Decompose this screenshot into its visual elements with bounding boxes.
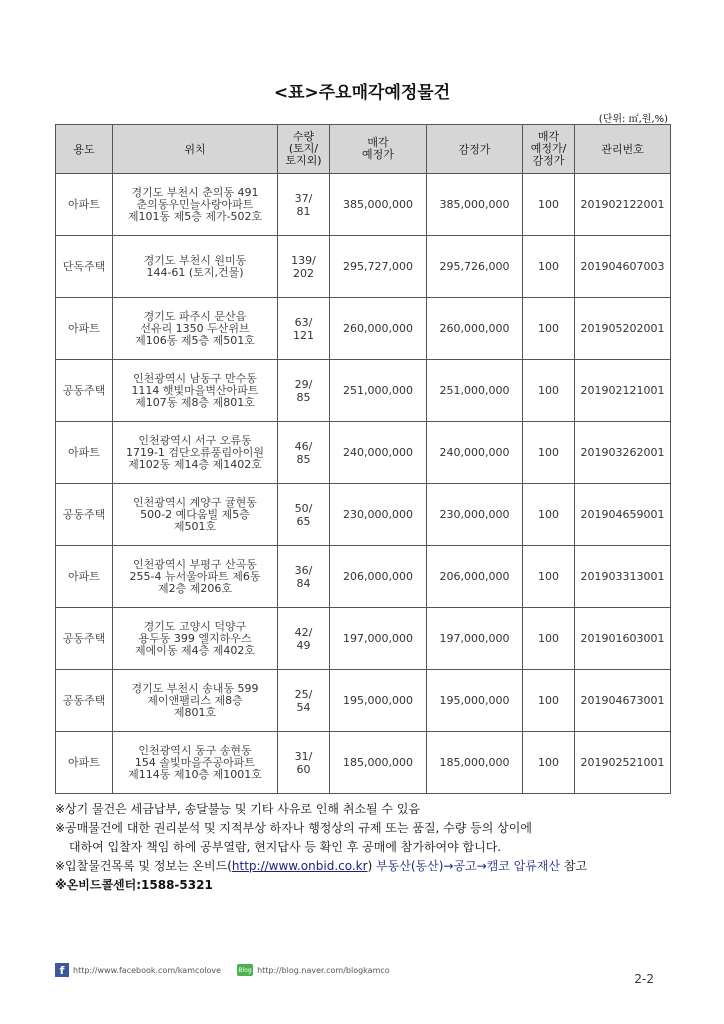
cell-use: 아파트	[56, 298, 113, 360]
table-row	[56, 236, 671, 298]
cell-sale-price: 251,000,000	[330, 360, 427, 422]
cell-use: 공동주택	[56, 670, 113, 732]
table-header-row	[56, 125, 671, 174]
page-title: <표>주요매각예정물건	[273, 83, 451, 103]
cell-ratio: 100	[523, 608, 575, 670]
cell-use: 아파트	[56, 422, 113, 484]
cell-sale-price: 206,000,000	[330, 546, 427, 608]
cell-ratio: 100	[523, 732, 575, 794]
cell-ratio: 100	[523, 484, 575, 546]
note-cancel: ※상기 물건은 세금납부, 송달불능 및 기타 사유로 인해 취소될 수 있음	[55, 802, 421, 816]
header-use: 용도	[56, 125, 113, 174]
note-responsibility-cont: 대하여 입찰자 책임 하에 공부열람, 현지답사 등 확인 후 공매에 참가하여야 합니다.	[69, 840, 502, 854]
header-quantity: 수량 (토지/ 토지외)	[278, 125, 330, 174]
cell-sale-price: 260,000,000	[330, 298, 427, 360]
notes	[55, 800, 695, 895]
cell-quantity: 50/ 65	[278, 484, 330, 546]
cell-location: 경기도 부천시 원미동 144-61 (토지,건물)	[113, 236, 278, 298]
cell-mgmt-no: 201904607003	[575, 236, 671, 298]
cell-appraisal: 295,726,000	[427, 236, 523, 298]
table-row	[56, 546, 671, 608]
header-ratio: 매각 예정가/ 감정가	[523, 125, 575, 174]
table-row	[56, 608, 671, 670]
note-onbid-suffix: 참고	[560, 859, 588, 873]
cell-appraisal: 185,000,000	[427, 732, 523, 794]
cell-quantity: 29/ 85	[278, 360, 330, 422]
table-row	[56, 298, 671, 360]
cell-quantity: 25/ 54	[278, 670, 330, 732]
cell-mgmt-no: 201902121001	[575, 360, 671, 422]
callcenter-text: ※온비드콜센터:1588-5321	[55, 878, 213, 892]
cell-location: 인천광역시 서구 오류동 1719-1 검단오류풍림아이원 제102동 제14층 제1402호	[113, 422, 278, 484]
cell-use: 공동주택	[56, 608, 113, 670]
cell-ratio: 100	[523, 546, 575, 608]
cell-location: 인천광역시 계양구 귤현동 500-2 예다움빌 제5층 제501호	[113, 484, 278, 546]
cell-mgmt-no: 201905202001	[575, 298, 671, 360]
cell-use: 단독주택	[56, 236, 113, 298]
cell-location: 경기도 부천시 춘의동 491 춘의동우민늘사랑아파트 제101동 제5층 제가-502호	[113, 174, 278, 236]
cell-sale-price: 185,000,000	[330, 732, 427, 794]
table-row	[56, 732, 671, 794]
cell-ratio: 100	[523, 236, 575, 298]
cell-quantity: 139/ 202	[278, 236, 330, 298]
cell-sale-price: 195,000,000	[330, 670, 427, 732]
table-row	[56, 422, 671, 484]
cell-location: 인천광역시 동구 송현동 154 솔빛마을주공아파트 제114동 제10층 제1001호	[113, 732, 278, 794]
cell-location: 경기도 고양시 덕양구 용두동 399 엘지하우스 제에이동 제4층 제402호	[113, 608, 278, 670]
onbid-link[interactable]: http://www.onbid.co.kr	[231, 859, 368, 873]
cell-appraisal: 240,000,000	[427, 422, 523, 484]
cell-use: 공동주택	[56, 484, 113, 546]
cell-appraisal: 197,000,000	[427, 608, 523, 670]
cell-location: 인천광역시 남동구 만수동 1114 햇빛마을벽산아파트 제107동 제8층 제801호	[113, 360, 278, 422]
cell-quantity: 63/ 121	[278, 298, 330, 360]
footer	[55, 963, 390, 977]
unit-label: (단위: ㎡,원,%)	[598, 114, 668, 125]
note-onbid-path: 부동산(동산)→공고→캠코 압류재산	[376, 859, 561, 873]
note-onbid	[55, 857, 695, 876]
blog-icon: Blog	[237, 964, 253, 976]
table-row	[56, 670, 671, 732]
cell-use: 아파트	[56, 546, 113, 608]
note-callcenter	[55, 876, 695, 895]
note-onbid-mid: )	[367, 859, 377, 873]
cell-appraisal: 260,000,000	[427, 298, 523, 360]
property-table	[55, 124, 671, 794]
cell-sale-price: 240,000,000	[330, 422, 427, 484]
cell-location: 인천광역시 부평구 산곡동 255-4 뉴서울아파트 제6동 제2층 제206호	[113, 546, 278, 608]
header-location: 위치	[113, 125, 278, 174]
table-row	[56, 360, 671, 422]
note-responsibility: ※공매물건에 대한 권리분석 및 지적부상 하자나 행정상의 규제 또는 품질, 수량 등의 상이에	[55, 821, 532, 835]
cell-sale-price: 385,000,000	[330, 174, 427, 236]
cell-ratio: 100	[523, 174, 575, 236]
table-row	[56, 484, 671, 546]
cell-quantity: 36/ 84	[278, 546, 330, 608]
cell-sale-price: 230,000,000	[330, 484, 427, 546]
cell-appraisal: 230,000,000	[427, 484, 523, 546]
cell-ratio: 100	[523, 422, 575, 484]
note-onbid-prefix: ※입찰물건목록 및 정보는 온비드(	[55, 859, 232, 873]
cell-appraisal: 385,000,000	[427, 174, 523, 236]
blog-url[interactable]: http://blog.naver.com/blogkamco	[257, 965, 390, 975]
cell-ratio: 100	[523, 298, 575, 360]
cell-quantity: 42/ 49	[278, 608, 330, 670]
header-sale-price: 매각 예정가	[330, 125, 427, 174]
table-row	[56, 174, 671, 236]
cell-appraisal: 206,000,000	[427, 546, 523, 608]
header-appraisal: 감정가	[427, 125, 523, 174]
cell-sale-price: 295,727,000	[330, 236, 427, 298]
cell-mgmt-no: 201904659001	[575, 484, 671, 546]
facebook-url[interactable]: http://www.facebook.com/kamcolove	[73, 965, 222, 975]
cell-mgmt-no: 201903313001	[575, 546, 671, 608]
page-number: 2-2	[634, 972, 654, 986]
cell-use: 아파트	[56, 174, 113, 236]
cell-quantity: 37/ 81	[278, 174, 330, 236]
cell-use: 공동주택	[56, 360, 113, 422]
cell-use: 아파트	[56, 732, 113, 794]
cell-appraisal: 195,000,000	[427, 670, 523, 732]
cell-sale-price: 197,000,000	[330, 608, 427, 670]
cell-ratio: 100	[523, 670, 575, 732]
table-body	[56, 174, 671, 794]
cell-mgmt-no: 201901603001	[575, 608, 671, 670]
cell-quantity: 46/ 85	[278, 422, 330, 484]
header-mgmt-no: 관리번호	[575, 125, 671, 174]
cell-mgmt-no: 201902122001	[575, 174, 671, 236]
cell-ratio: 100	[523, 360, 575, 422]
cell-mgmt-no: 201902521001	[575, 732, 671, 794]
cell-location: 경기도 부천시 송내동 599 제이앤팰리스 제8층 제801호	[113, 670, 278, 732]
cell-mgmt-no: 201904673001	[575, 670, 671, 732]
cell-appraisal: 251,000,000	[427, 360, 523, 422]
cell-location: 경기도 파주시 문산읍 선유리 1350 두산위브 제106동 제5층 제501호	[113, 298, 278, 360]
cell-mgmt-no: 201903262001	[575, 422, 671, 484]
cell-quantity: 31/ 60	[278, 732, 330, 794]
facebook-icon: f	[55, 963, 69, 977]
